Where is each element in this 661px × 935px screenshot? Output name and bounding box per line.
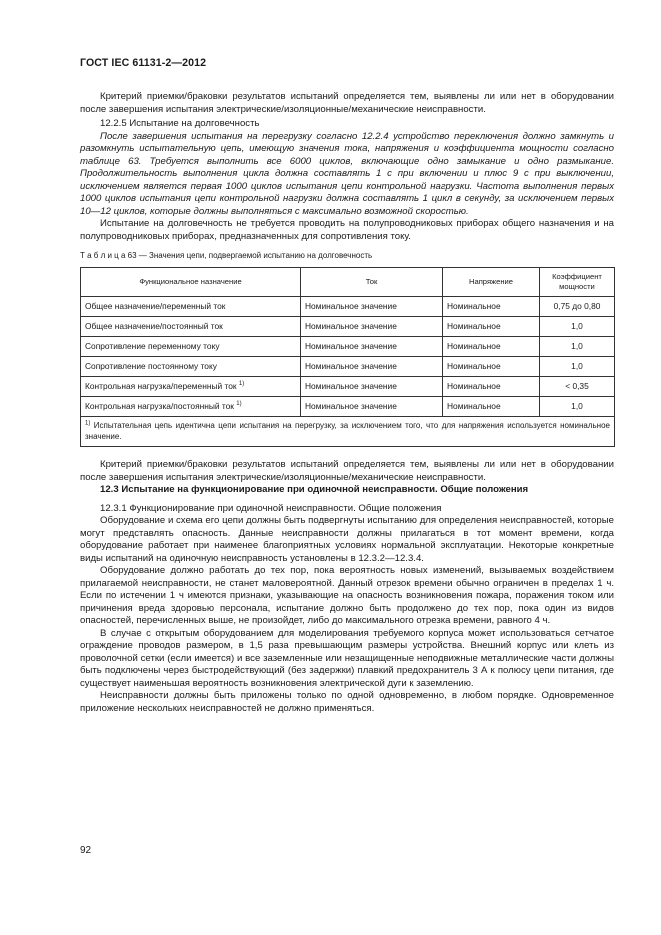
section-heading-bold: 12.3 Испытание на функционирование при одиночной неисправности. Общие положения bbox=[100, 484, 529, 495]
table-cell: Номинальное значение bbox=[301, 337, 443, 357]
table-cell: 1,0 bbox=[540, 317, 615, 337]
table-cell: Номинальное значение bbox=[301, 297, 443, 317]
table-cell: Общее назначение/постоянный ток bbox=[81, 317, 301, 337]
page-number: 92 bbox=[80, 845, 92, 856]
table-caption bbox=[80, 250, 614, 261]
table-header-cell: Функциональное назначение bbox=[81, 268, 301, 297]
table-cell: 0,75 до 0,80 bbox=[540, 297, 615, 317]
table-cell: Номинальное bbox=[443, 317, 540, 337]
table-caption-label: Т а б л и ц а 63 bbox=[80, 251, 137, 260]
document-body bbox=[80, 91, 614, 715]
table-row bbox=[81, 317, 615, 337]
table-footnote-row bbox=[81, 417, 615, 447]
paragraph-italic: После завершения испытания на перегрузку согласно 12.2.4 устройство переключения должно замкнуть и разомкнуть испытательную цепь, имеющую значения тока, напряжения и коэффициента мощности согласно таблице 63. Требуется выполнить все 6000 циклов, включающие одно замыкание и одно размыкание. Продолжительность выполнения цикла должна составлять 1 с при включении и плюс 9 с при выключении, исключением является первая 1000 циклов испытания цепи контрольной нагрузки. Частота выполнения первых 1000 циклов испытания цепи контрольной нагрузки должна составлять 1 цикл в секунду, за исключением первых 10—12 циклов, которые должны выполняться с максимально возможной скоростью. bbox=[80, 130, 614, 217]
paragraph: Испытание на долговечность не требуется проводить на полупроводниковых приборах общего назначения и на полупроводниковых приборах, предназначенных для сопротивления току. bbox=[80, 218, 614, 242]
table-cell: 1,0 bbox=[540, 337, 615, 357]
table-cell: Номинальное значение bbox=[301, 377, 443, 397]
table-footnote: $^{1)}$ Испытательная цепь идентична цепи испытания на перегрузку, за исключением того, что для напряжения используется номинальное значение. bbox=[81, 417, 615, 447]
table-row bbox=[81, 357, 615, 377]
table-cell: Номинальное bbox=[443, 337, 540, 357]
table-cell: < 0,35 bbox=[540, 377, 615, 397]
table-cell: Сопротивление постоянному току bbox=[81, 357, 301, 377]
table-row bbox=[81, 377, 615, 397]
paragraph: Оборудование и схема его цепи должны быть подвергнуты испытанию для определения неисправностей, которые могут представлять опасность. Данные неисправности должны прилагаться в тот момент времени, когда оборудование работает при наименее благоприятных условиях нормальной эксплуатации. Некоторые конкретные виды испытаний на одиночную неисправность установлены в 12.3.2—12.3.4. bbox=[80, 515, 614, 564]
table-cell: Номинальное bbox=[443, 397, 540, 417]
paragraph: Критерий приемки/браковки результатов испытаний определяется тем, выявлены ли или нет в оборудовании после завершения испытания электрические/изоляционные/механические неисправности. bbox=[80, 91, 614, 115]
paragraph: Оборудование должно работать до тех пор, пока вероятность новых изменений, вызываемых воздействием прилагаемой неисправности, не станет маловероятной. Данный отрезок времени обычно ограничен в пределах 1 ч. Если по истечении 1 ч имеются признаки, указывающие на опасность возникновения пожара, поражения током или причинения вреда здоровью персонала, испытание должно быть продолжено до тех пор, пока один из видов опасностей, перечисленных выше, не произойдет, либо до максимального отрезка времени, равного 4 ч. bbox=[80, 565, 614, 626]
document-header: ГОСТ IEC 61131-2—2012 bbox=[80, 57, 207, 69]
table-cell: Контрольная нагрузка/постоянный ток $^{1)}$ bbox=[81, 397, 301, 417]
table-cell: Номинальное значение bbox=[301, 397, 443, 417]
table-63 bbox=[80, 267, 615, 447]
table-header-cell: Напряжение bbox=[443, 268, 540, 297]
table-cell: Номинальное значение bbox=[301, 357, 443, 377]
table-cell: Общее назначение/переменный ток bbox=[81, 297, 301, 317]
table-row bbox=[81, 337, 615, 357]
paragraph: Критерий приемки/браковки результатов испытаний определяется тем, выявлены ли или нет в оборудовании после завершения испытания электрические/изоляционные/механические неисправности. bbox=[80, 459, 614, 483]
table-header-cell: Ток bbox=[301, 268, 443, 297]
table-caption-text: — Значения цепи, подвергаемой испытанию на долговечность bbox=[136, 251, 373, 260]
table-cell: 1,0 bbox=[540, 357, 615, 377]
table-cell: Номинальное bbox=[443, 357, 540, 377]
table-header-cell: Коэффициент мощности bbox=[540, 268, 615, 297]
table-cell: Номинальное bbox=[443, 297, 540, 317]
table-row bbox=[81, 397, 615, 417]
subsection-heading: 12.3.1 Функционирование при одиночной неисправности. Общие положения bbox=[100, 502, 442, 514]
paragraph: В случае с открытым оборудованием для моделирования требуемого корпуса может использоваться сетчатое ограждение проводов размером, в 1,5 раза превышающим размеры устройства. Внешний корпус или клеть из проволочной сетки (если имеется) и все заземленные или незащищенные неподвижные металлические части должны быть подключены через быстродействующий (без задержки) плавкий предохранитель 3 А к полюсу цепи питания, где существует наименьшая вероятность возникновения электрической дуги к заземлению. bbox=[80, 627, 614, 689]
table-header-row bbox=[81, 268, 615, 297]
paragraph: Неисправности должны быть приложены только по одной одновременно, в любом порядке. Одновременное приложение нескольких неисправностей не должно применяться. bbox=[80, 690, 614, 714]
table-cell: Номинальное bbox=[443, 377, 540, 397]
section-heading: 12.2.5 Испытание на долговечность bbox=[100, 118, 260, 129]
table-cell: Сопротивление переменному току bbox=[81, 337, 301, 357]
table-row bbox=[81, 297, 615, 317]
table-cell: 1,0 bbox=[540, 397, 615, 417]
table-cell: Контрольная нагрузка/переменный ток $^{1)}$ bbox=[81, 377, 301, 397]
table-cell: Номинальное значение bbox=[301, 317, 443, 337]
